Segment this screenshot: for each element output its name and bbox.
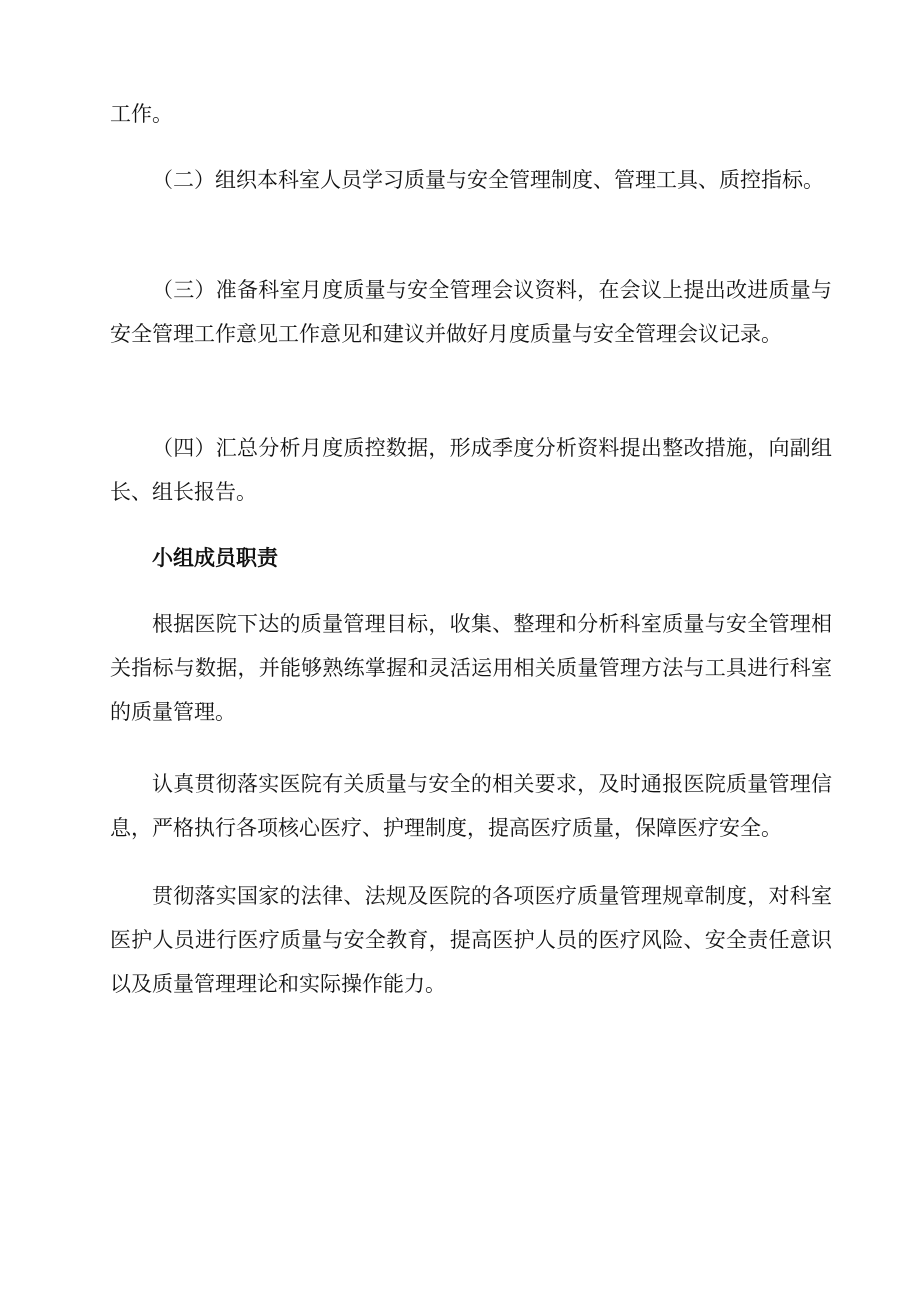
paragraph-member-duty-1: 根据医院下达的质量管理目标，收集、整理和分析科室质量与安全管理相关指标与数据，并能够熟练掌握和灵活运用相关质量管理方法与工具进行科室的质量管理。	[110, 612, 832, 724]
paragraph-member-duty-3: 贯彻落实国家的法律、法规及医院的各项医疗质量管理规章制度，对科室医护人员进行医疗质量与安全教育，提高医护人员的医疗风险、安全责任意识以及质量管理理论和实际操作能力。	[110, 884, 832, 996]
paragraph-item-3: （三）准备科室月度质量与安全管理会议资料，在会议上提出改进质量与安全管理工作意见工作意见和建议并做好月度质量与安全管理会议记录。	[110, 278, 832, 346]
section-heading: 小组成员职责	[152, 546, 278, 570]
paragraph-continuation: 工作。	[110, 102, 173, 126]
paragraph-member-duty-2: 认真贯彻落实医院有关质量与安全的相关要求，及时通报医院质量管理信息，严格执行各项核心医疗、护理制度，提高医疗质量，保障医疗安全。	[110, 772, 832, 840]
paragraph-item-4: （四）汇总分析月度质控数据，形成季度分析资料提出整改措施，向副组长、组长报告。	[110, 436, 832, 504]
paragraph-item-2: （二）组织本科室人员学习质量与安全管理制度、管理工具、质控指标。	[152, 168, 824, 192]
